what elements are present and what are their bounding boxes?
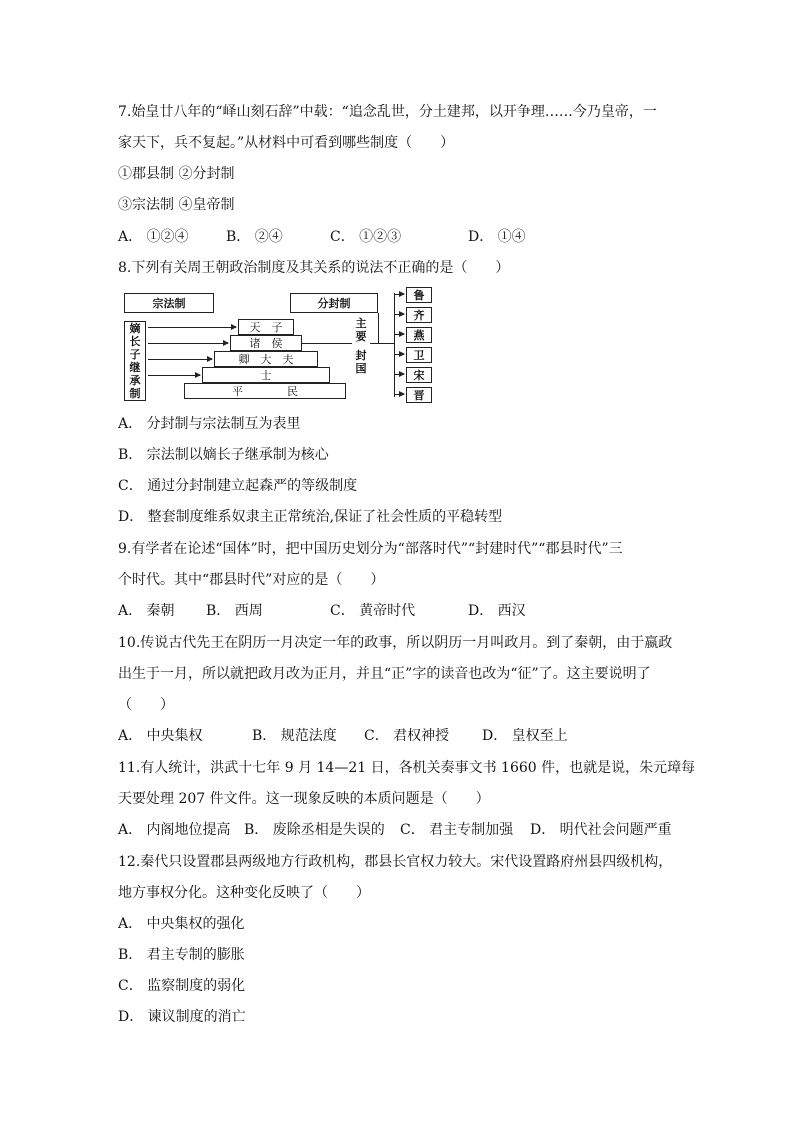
q7-option-a[interactable]: A． ①②④ [118, 229, 189, 245]
dizhang-label: 嫡长子继承制 [129, 322, 141, 400]
q9-option-d[interactable]: D． 西汉 [468, 603, 526, 619]
q10-option-c[interactable]: C． 君权神授 [364, 728, 450, 744]
q8-option-d[interactable]: D． 整套制度维系奴隶主正常统治,保证了社会性质的平稳转型 [118, 509, 503, 525]
arrow-yan [394, 334, 404, 335]
q9-stem-line1: 9.有学者在论述“国体”时，把中国历史划分为“部落时代”“封建时代”“郡县时代”三 [118, 541, 623, 557]
q7-option-d[interactable]: D． ①④ [468, 229, 526, 245]
q10-stem-line2: 出生于一月，所以就把政月改为正月，并且“正”字的读音也改为“征”了。这主要说明了 [118, 666, 651, 682]
state-qi: 齐 [406, 307, 432, 323]
q12-stem-line1: 12.秦代只设置郡县两级地方行政机构，郡县长官权力较大。宋代设置路府州县四级机构， [118, 854, 673, 870]
dizhang-label-box [124, 321, 146, 401]
q9-option-c[interactable]: C． 黄帝时代 [330, 603, 416, 619]
q7-option-b[interactable]: B． ②④ [226, 229, 283, 245]
arrow-qi [394, 314, 404, 315]
q11-option-d[interactable]: D． 明代社会问题严重 [530, 822, 672, 838]
q9-options [118, 601, 678, 621]
arrow-to-qingdafu [148, 359, 212, 360]
state-song: 宋 [406, 367, 432, 383]
state-lu: 鲁 [406, 287, 432, 303]
state-yan: 燕 [406, 327, 432, 343]
q12-option-c[interactable]: C． 监察制度的弱化 [118, 978, 246, 994]
zhou-political-system-diagram [118, 287, 438, 405]
q11-options [118, 820, 678, 840]
q10-stem-line1: 10.传说古代先王在阴历一月决定一年的政事，所以阴历一月叫政月。到了秦朝，由于嬴政 [118, 635, 673, 651]
q11-stem-line1: 11.有人统计，洪武十七年 9 月 14—21 日，各机关奏事文书 1660 件，也就是说，朱元璋每 [118, 760, 696, 776]
fenfeng-down-line [378, 313, 379, 343]
tier-pingmin: 平 民 [184, 383, 346, 399]
middle-to-bracket-line [370, 343, 394, 344]
q7-stem-line1: 7.始皇廿八年的“峄山刻石辞”中载：“追念乱世，分土建邦，以开争理……今乃皇帝，一 [118, 104, 657, 120]
arrow-to-tianzi [148, 327, 236, 328]
tier-shi: 士 [202, 367, 330, 383]
zhuhou-connector [302, 343, 352, 344]
tier-zhuhou: 诸 侯 [230, 335, 302, 351]
arrow-lu [394, 294, 404, 295]
arrow-to-shi [148, 375, 200, 376]
zongfa-label-box: 宗法制 [124, 293, 214, 313]
q12-option-d[interactable]: D． 谏议制度的消亡 [118, 1009, 246, 1025]
state-wei: 卫 [406, 347, 432, 363]
states-bracket [394, 293, 395, 397]
tier-tianzi: 天 子 [238, 319, 294, 335]
q8-stem: 8.下列有关周王朝政治制度及其关系的说法不正确的是（ ） [118, 260, 510, 276]
q10-stem-line3: （ ） [118, 697, 174, 713]
q11-option-a[interactable]: A． 内阁地位提高 [118, 822, 231, 838]
q7-stem-line2: 家天下，兵不复起。”从材料中可看到哪些制度（ ） [118, 135, 455, 151]
q9-stem-line2: 个时代。其中“郡县时代”对应的是（ ） [118, 572, 385, 588]
q8-option-c[interactable]: C． 通过分封制建立起森严的等级制度 [118, 478, 358, 494]
fenfeng-label-box: 分封制 [290, 293, 378, 313]
q11-option-b[interactable]: B． 废除丞相是失误的 [244, 822, 385, 838]
q9-option-a[interactable]: A． 秦朝 [118, 603, 175, 619]
q11-option-c[interactable]: C． 君主专制加强 [400, 822, 514, 838]
q12-option-b[interactable]: B． 君主专制的膨胀 [118, 947, 245, 963]
q10-options [118, 726, 678, 746]
middle-label-bottom: 封国 [355, 349, 367, 375]
arrow-to-zhuhou [148, 343, 228, 344]
q8-option-a[interactable]: A． 分封制与宗法制互为表里 [118, 416, 301, 432]
q7-items-line1: ①郡县制 ②分封制 [118, 166, 235, 182]
middle-label-top: 主要 [355, 317, 367, 343]
q10-option-a[interactable]: A． 中央集权 [118, 728, 203, 744]
state-jin: 晋 [406, 387, 432, 403]
q9-option-b[interactable]: B． 西周 [206, 603, 263, 619]
arrow-song [394, 374, 404, 375]
q11-stem-line2: 天要处理 207 件文件。这一现象反映的本质问题是（ ） [118, 791, 490, 807]
q7-items-line2: ③宗法制 ④皇帝制 [118, 197, 235, 213]
arrow-jin [394, 394, 404, 395]
q10-option-b[interactable]: B． 规范法度 [252, 728, 337, 744]
q7-option-c[interactable]: C． ①②③ [330, 229, 402, 245]
q12-option-a[interactable]: A． 中央集权的强化 [118, 916, 245, 932]
q7-options [118, 227, 678, 247]
arrow-wei [394, 354, 404, 355]
q8-option-b[interactable]: B． 宗法制以嫡长子继承制为核心 [118, 447, 329, 463]
q10-option-d[interactable]: D． 皇权至上 [482, 728, 568, 744]
q12-stem-line2: 地方事权分化。这种变化反映了（ ） [118, 885, 370, 901]
tier-qingdafu: 卿 大 夫 [214, 351, 318, 367]
